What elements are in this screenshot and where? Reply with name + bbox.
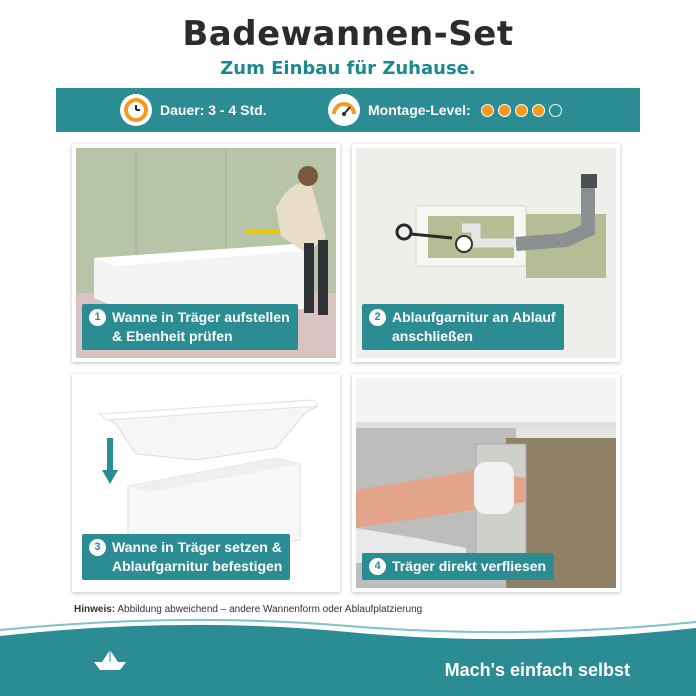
note-label: Hinweis:	[74, 604, 116, 615]
info-bar	[56, 88, 640, 132]
page-title: Badewannen-Set	[182, 14, 514, 54]
step-4-image	[356, 378, 616, 588]
step-number-badge: 1	[89, 309, 106, 326]
step-2-line1: Ablaufgarnitur an Ablauf	[392, 309, 556, 325]
step-3-image	[76, 378, 336, 588]
step-number-badge: 3	[89, 539, 106, 556]
note-text: Abbildung abweichend – andere Wannenform oder Ablaufplatzierung	[117, 604, 423, 615]
step-2-image	[356, 148, 616, 358]
clock-icon	[120, 94, 152, 126]
level-dot-empty	[549, 104, 562, 117]
step-2-caption	[362, 304, 564, 350]
note	[74, 604, 422, 615]
level-dot-filled	[498, 104, 511, 117]
step-number-badge: 2	[369, 309, 386, 326]
step-4-line1: Träger direkt verfliesen	[392, 558, 547, 574]
paper-boat-icon	[94, 650, 126, 676]
level-info	[328, 94, 566, 126]
footer-slogan: Mach's einfach selbst	[444, 660, 630, 680]
step-3-line1: Wanne in Träger setzen &	[112, 539, 282, 555]
duration-info	[120, 94, 267, 126]
step-card-1	[72, 144, 340, 362]
step-card-3	[72, 374, 340, 592]
step-1-image	[76, 148, 336, 358]
step-2-line2: anschließen	[392, 328, 473, 344]
gauge-icon	[328, 94, 360, 126]
level-label: Montage-Level:	[368, 102, 471, 118]
duration-label: Dauer: 3 - 4 Std.	[160, 102, 267, 118]
step-4-caption	[362, 553, 554, 580]
page-subtitle: Zum Einbau für Zuhause.	[220, 58, 476, 79]
step-1-caption	[82, 304, 298, 350]
step-card-4	[352, 374, 620, 592]
step-number-badge: 4	[369, 558, 386, 575]
level-rating	[481, 104, 566, 117]
level-dot-filled	[532, 104, 545, 117]
step-3-line2: Ablaufgarnitur befestigen	[112, 558, 283, 574]
step-1-line2: & Ebenheit prüfen	[112, 328, 233, 344]
step-card-2	[352, 144, 620, 362]
step-3-caption	[82, 534, 290, 580]
level-dot-filled	[481, 104, 494, 117]
level-dot-filled	[515, 104, 528, 117]
step-1-line1: Wanne in Träger aufstellen	[112, 309, 290, 325]
